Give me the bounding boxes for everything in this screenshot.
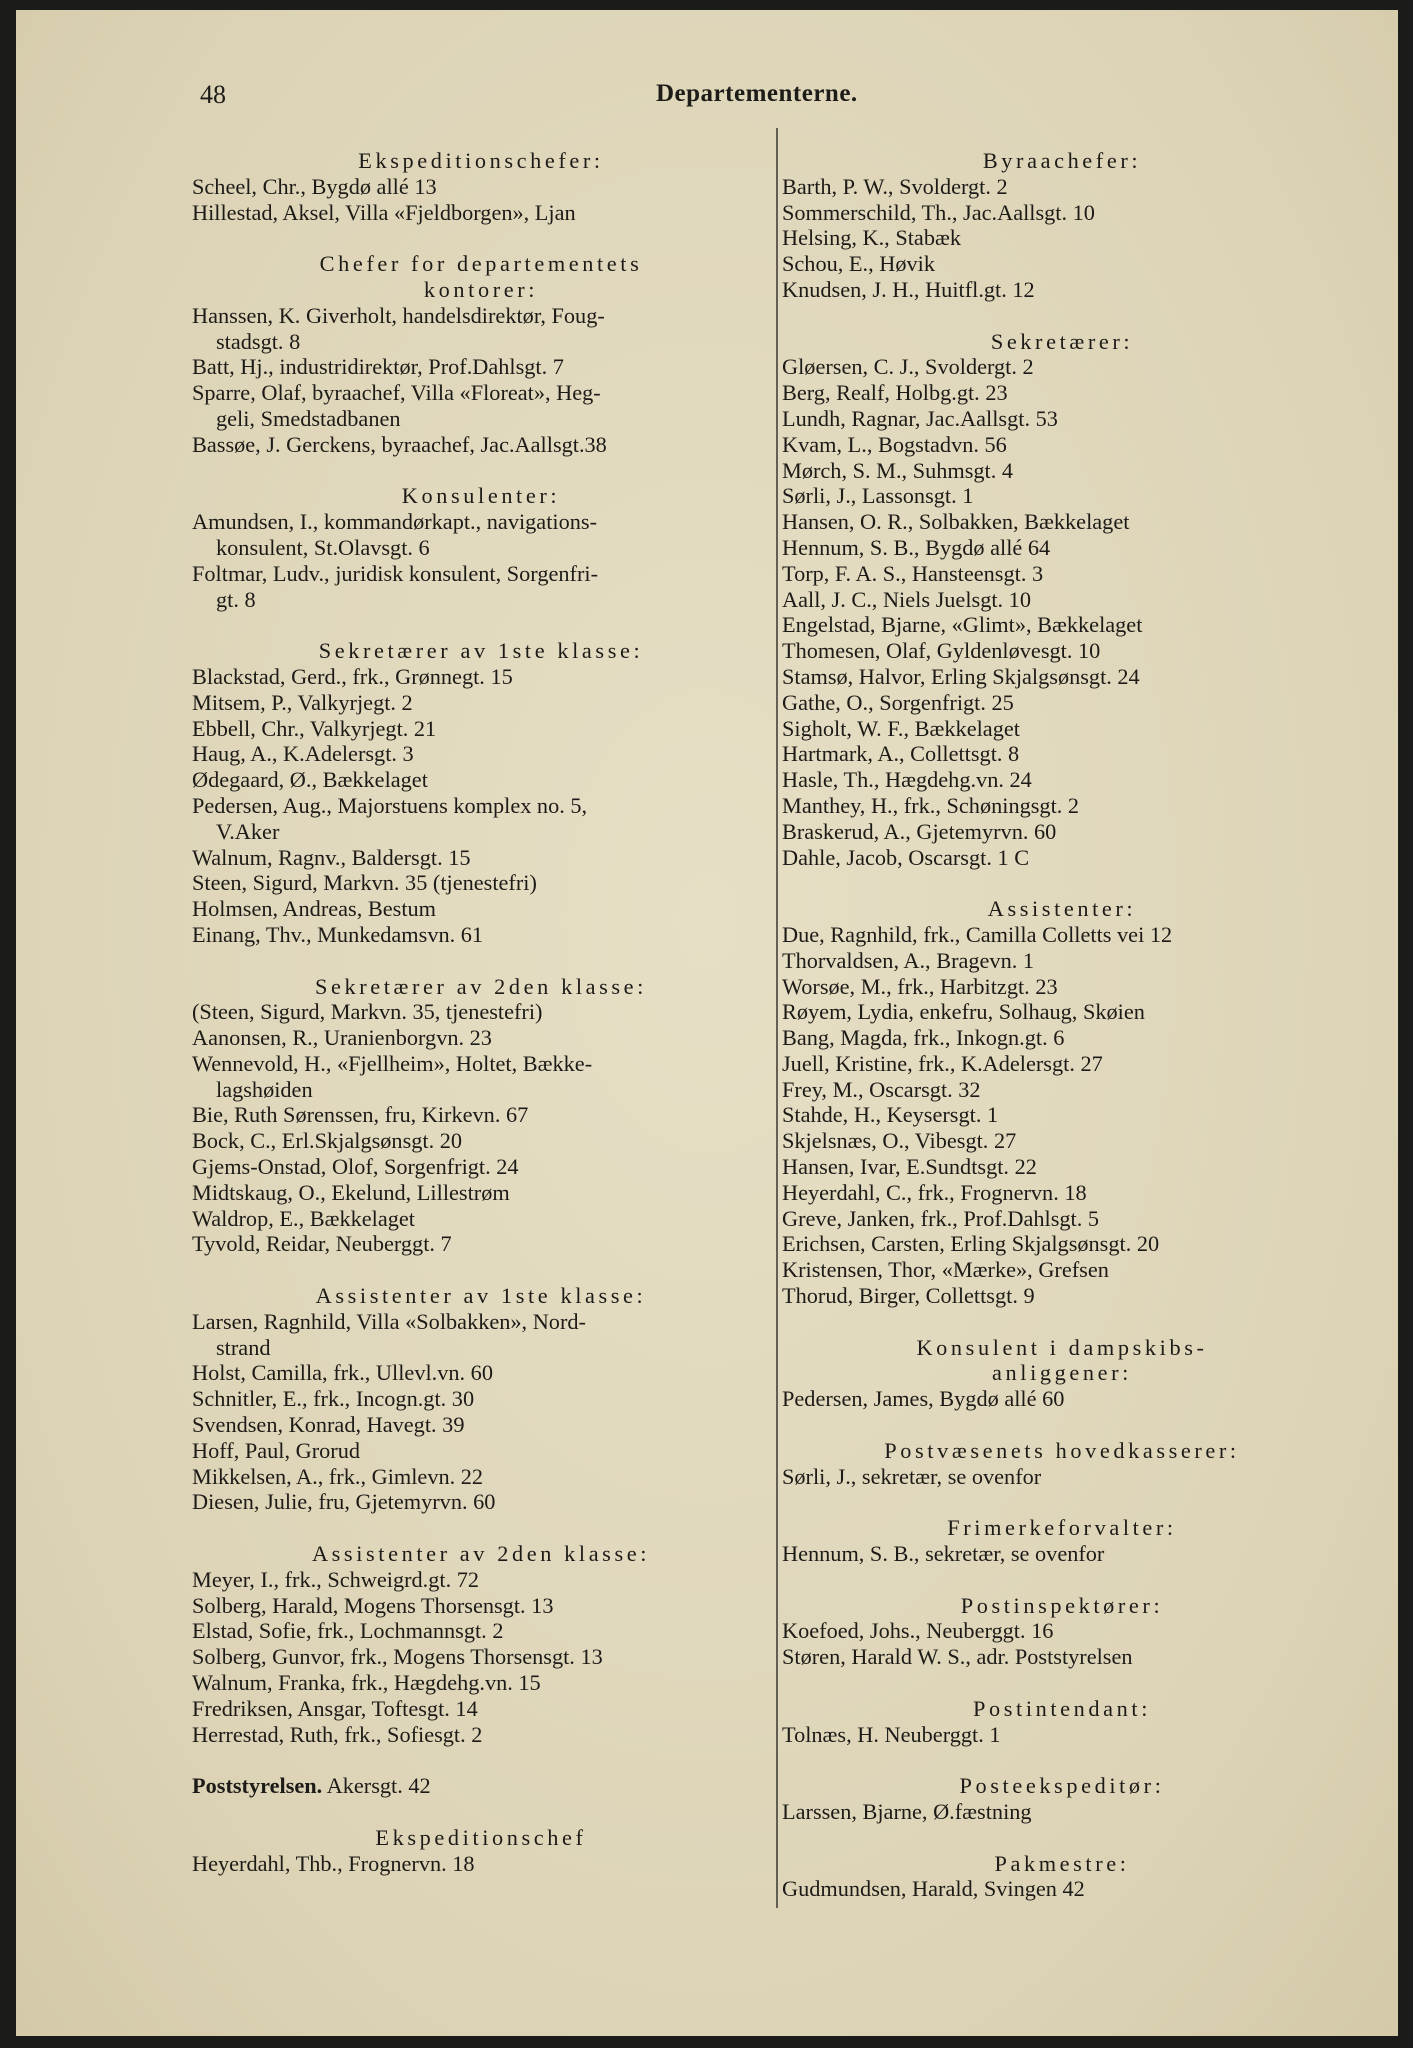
entry-text: Pedersen, James, Bygdø allé 60 [782,1386,1065,1412]
right-column [782,148,1342,1928]
directory-section [782,1696,1342,1748]
entry-text: Skjelsnæs, O., Vibesgt. 27 [782,1128,1017,1154]
directory-entry [782,948,1342,974]
directory-entry [782,174,1342,200]
entry-text: Bassøe, J. Gerckens, byraachef, Jac.Aallsgt.38 [192,431,607,457]
directory-entry [192,716,770,742]
entry-text: Wennevold, H., «Fjellheim», Holtet, Bække- [192,1050,593,1076]
directory-entry [192,1567,770,1593]
entry-text: Holmsen, Andreas, Bestum [192,896,437,922]
directory-entry [782,380,1342,406]
directory-entry [782,819,1342,845]
section-heading: Konsulent i dampskibs- [916,1334,1208,1360]
entry-text: Fredriksen, Ansgar, Toftesgt. 14 [192,1695,478,1721]
entry-text: Hoff, Paul, Grorud [192,1437,361,1463]
entry-text: Amundsen, I., kommandørkapt., navigations- [192,509,597,535]
directory-entry [782,1283,1342,1309]
entry-text: Hansen, O. R., Solbakken, Bækkelaget [782,509,1130,535]
directory-entry [192,1231,770,1257]
entry-text: Støren, Harald W. S., adr. Poststyrelsen [782,1644,1133,1670]
directory-entry [782,1077,1342,1103]
entry-text: Berg, Realf, Holbg.gt. 23 [782,380,1008,406]
section-heading: Postinspektører: [960,1592,1164,1618]
directory-section [192,974,770,1258]
entry-text: Gathe, O., Sorgenfrigt. 25 [782,689,1014,715]
directory-entry [782,922,1342,948]
entry-text: Kristensen, Thor, «Mærke», Grefsen [782,1257,1109,1283]
entry-text: Ebbell, Chr., Valkyrjegt. 21 [192,715,437,741]
directory-entry [782,1102,1342,1128]
section-heading: Sekretærer: [990,328,1134,354]
entry-text: Ødegaard, Ø., Bækkelaget [192,767,428,793]
entry-text: Gjems-Onstad, Olof, Sorgenfrigt. 24 [192,1154,519,1180]
directory-entry [782,612,1342,638]
directory-entry [192,1593,770,1619]
directory-section [782,1593,1342,1670]
section-heading: Byraachefer: [982,148,1142,173]
directory-entry [782,638,1342,664]
entry-text: Steen, Sigurd, Markvn. 35 (tjenestefri) [192,870,537,896]
entry-text: Tolnæs, H. Neuberggt. 1 [782,1721,1001,1747]
directory-section [192,1283,770,1515]
directory-entry [782,845,1342,871]
section-heading: Assistenter: [987,896,1137,922]
directory-entry [782,974,1342,1000]
entry-text: Meyer, I., frk., Schweigrd.gt. 72 [192,1566,480,1592]
entry-text: Manthey, H., frk., Schøningsgt. 2 [782,792,1080,818]
entry-text: Bie, Ruth Sørenssen, fru, Kirkevn. 67 [192,1102,529,1128]
section-heading: Frimerkeforvalter: [947,1515,1177,1541]
directory-section [782,896,1342,1309]
section-heading: Posteekspeditør: [959,1773,1165,1799]
entry-text: Solberg, Harald, Mogens Thorsensgt. 13 [192,1592,554,1618]
directory-entry [782,1386,1342,1412]
directory-entry [782,1876,1342,1902]
poststyrelsen-name: Poststyrelsen. [192,1773,323,1799]
directory-entry [192,793,770,845]
entry-text: Batt, Hj., industridirektør, Prof.Dahlsgt. 7 [192,354,564,380]
entry-text: Mikkelsen, A., frk., Gimlevn. 22 [192,1463,484,1489]
entry-text: Walnum, Franka, frk., Hægdehg.vn. 15 [192,1670,541,1696]
directory-entry [782,1231,1342,1257]
directory-entry [192,1438,770,1464]
directory-entry [782,793,1342,819]
entry-text: Sparre, Olaf, byraachef, Villa «Floreat», Heg- [192,380,601,406]
entry-text: Hanssen, K. Giverholt, handelsdirektør, Foug- [192,302,605,328]
entry-text: Waldrop, E., Bækkelaget [192,1205,415,1231]
poststyrelsen-address: Akersgt. 42 [326,1773,431,1799]
entry-text: Pedersen, Aug., Majorstuens komplex no. 5, [192,792,588,818]
entry-text: Aanonsen, R., Uranienborgvn. 23 [192,1025,492,1051]
directory-entry [192,1670,770,1696]
entry-text: Bock, C., Erl.Skjalgsønsgt. 20 [192,1128,463,1154]
directory-entry [782,1154,1342,1180]
directory-entry [192,509,770,561]
directory-entry [782,1206,1342,1232]
entry-text: Thomesen, Olaf, Gyldenløvesgt. 10 [782,638,1101,664]
section-heading: Postintendant: [973,1695,1151,1721]
directory-entry [192,1051,770,1103]
running-title: Departementerne. [656,80,858,107]
directory-entry [782,225,1342,251]
poststyrelsen-title-line [192,1773,770,1799]
directory-entry [782,432,1342,458]
directory-section [192,483,770,612]
entry-text: Stahde, H., Keysersgt. 1 [782,1102,999,1128]
entry-text: Aall, J. C., Niels Juelsgt. 10 [782,586,1031,612]
entry-text-continued: V.Aker [216,818,280,844]
directory-entry [192,690,770,716]
entry-text: Hansen, Ivar, E.Sundtsgt. 22 [782,1154,1037,1180]
directory-entry [192,1618,770,1644]
directory-entry [192,380,770,432]
directory-entry [782,1128,1342,1154]
directory-entry [192,1102,770,1128]
directory-entry [782,1618,1342,1644]
entry-text: Mørch, S. M., Suhmsgt. 4 [782,457,1014,483]
directory-entry [192,767,770,793]
directory-entry [782,716,1342,742]
directory-entry [782,200,1342,226]
entry-text: Hasle, Th., Hægdehg.vn. 24 [782,767,1032,793]
directory-entry [192,1360,770,1386]
entry-text: Tyvold, Reidar, Neuberggt. 7 [192,1231,452,1257]
directory-section [192,148,770,225]
entry-text-continued: konsulent, St.Olavsgt. 6 [216,534,430,560]
directory-entry [192,664,770,690]
entry-text: Barth, P. W., Svoldergt. 2 [782,173,1008,199]
directory-section [192,251,770,457]
directory-entry [192,1206,770,1232]
directory-entry [192,1154,770,1180]
entry-text: Blackstad, Gerd., frk., Grønnegt. 15 [192,663,513,689]
directory-entry [192,1696,770,1722]
entry-text: Schnitler, E., frk., Incogn.gt. 30 [192,1386,475,1412]
entry-text: Juell, Kristine, frk., K.Adelersgt. 27 [782,1050,1103,1076]
entry-text: Larsen, Ragnhild, Villa «Solbakken», Nord- [192,1308,586,1334]
section-heading-continued: anliggener: [992,1360,1132,1386]
entry-text-continued: geli, Smedstadbanen [216,405,401,431]
section-heading: Postvæsenets hovedkasserer: [884,1437,1240,1463]
entry-text: Solberg, Gunvor, frk., Mogens Thorsensgt. 13 [192,1644,603,1670]
entry-text: Schou, E., Høvik [782,251,935,277]
entry-text: Larssen, Bjarne, Ø.fæstning [782,1799,1032,1824]
directory-entry [782,483,1342,509]
entry-text: Svendsen, Konrad, Havegt. 39 [192,1412,465,1438]
directory-entry [782,999,1342,1025]
entry-text: Røyem, Lydia, enkefru, Solhaug, Skøien [782,999,1145,1025]
entry-text: Koefoed, Johs., Neuberggt. 16 [782,1618,1054,1644]
directory-entry [782,741,1342,767]
directory-entry [782,1722,1342,1748]
directory-entry [782,1257,1342,1283]
entry-text-continued: gt. 8 [216,586,256,612]
directory-section [782,1335,1342,1412]
directory-entry [192,174,770,200]
entry-text: Knudsen, J. H., Huitfl.gt. 12 [782,276,1035,302]
entry-text: Elstad, Sofie, frk., Lochmannsgt. 2 [192,1618,504,1644]
section-heading: Chefer for departementets [319,251,643,277]
directory-entry [192,1644,770,1670]
directory-entry [782,587,1342,613]
section-heading: Sekretærer av 1ste klasse: [318,638,644,664]
entry-text: Hartmark, A., Collettsgt. 8 [782,741,1020,767]
directory-entry [192,896,770,922]
entry-text: Sørli, J., Lassonsgt. 1 [782,483,974,509]
entry-text: Gudmundsen, Harald, Svingen 42 [782,1876,1085,1902]
directory-entry [782,1180,1342,1206]
directory-entry [192,432,770,458]
entry-text: Sørli, J., sekretær, se ovenfor [782,1463,1042,1489]
directory-entry [782,509,1342,535]
entry-text: Gløersen, C. J., Svoldergt. 2 [782,354,1034,380]
left-column [192,148,770,1902]
entry-text: Diesen, Julie, fru, Gjetemyrvn. 60 [192,1489,496,1515]
directory-entry [192,999,770,1025]
entry-text: Lundh, Ragnar, Jac.Aallsgt. 53 [782,405,1058,431]
poststyrelsen-section [192,1773,770,1876]
directory-entry [192,1025,770,1051]
spacer [192,1799,770,1825]
entry-text: Bang, Magda, frk., Inkogn.gt. 6 [782,1025,1065,1051]
entry-text: Hillestad, Aksel, Villa «Fjeldborgen», Ljan [192,199,576,225]
entry-text: Walnum, Ragnv., Baldersgt. 15 [192,844,471,870]
entry-text: Scheel, Chr., Bygdø allé 13 [192,173,437,199]
entry-text: Kvam, L., Bogstadvn. 56 [782,431,1007,457]
directory-entry [192,870,770,896]
directory-entry [782,1051,1342,1077]
entry-text: Heyerdahl, C., frk., Frognervn. 18 [782,1179,1087,1205]
directory-entry [192,1464,770,1490]
section-heading: Konsulenter: [401,483,561,509]
directory-entry [192,561,770,613]
directory-entry [782,458,1342,484]
directory-entry [192,1489,770,1515]
entry-text: Worsøe, M., frk., Harbitzgt. 23 [782,973,1058,999]
entry-text-continued: lagshøiden [216,1076,313,1102]
directory-section [782,329,1342,871]
directory-entry: Heyerdahl, Thb., Frognervn. 18 [192,1850,475,1876]
section-heading-continued: kontorer: [423,276,539,302]
entry-text: Stamsø, Halvor, Erling Skjalgsønsgt. 24 [782,663,1140,689]
entry-text: Thorvaldsen, A., Bragevn. 1 [782,947,1035,973]
directory-entry [192,1722,770,1748]
directory-entry [782,406,1342,432]
directory-entry [782,277,1342,303]
directory-entry [192,1128,770,1154]
entry-text: Greve, Janken, frk., Prof.Dahlsgt. 5 [782,1205,1100,1231]
directory-entry [782,535,1342,561]
directory-entry [192,200,770,226]
directory-entry [192,845,770,871]
entry-text: Hennum, S. B., Bygdø allé 64 [782,534,1051,560]
entry-text: Foltmar, Ludv., juridisk konsulent, Sorgenfri- [192,560,598,586]
entry-text: Midtskaug, O., Ekelund, Lillestrøm [192,1179,510,1205]
entry-text-continued: stadsgt. 8 [216,328,301,354]
directory-entry [782,690,1342,716]
entry-text: Helsing, K., Stabæk [782,225,961,251]
entry-text: Sommerschild, Th., Jac.Aallsgt. 10 [782,199,1095,225]
entry-text: Hennum, S. B., sekretær, se ovenfor [782,1541,1105,1567]
directory-section [782,1515,1342,1567]
directory-entry [782,1644,1342,1670]
directory-entry [192,741,770,767]
entry-text: Mitsem, P., Valkyrjegt. 2 [192,689,413,715]
entry-text: Herrestad, Ruth, frk., Sofiesgt. 2 [192,1721,483,1747]
section-heading: Sekretærer av 2den klasse: [315,973,647,999]
entry-text: Due, Ragnhild, frk., Camilla Colletts vei 12 [782,921,1173,947]
directory-entry [192,1412,770,1438]
directory-entry [782,1025,1342,1051]
directory-entry [782,767,1342,793]
directory-entry [192,1180,770,1206]
entry-text: (Steen, Sigurd, Markvn. 35, tjenestefri) [192,999,543,1025]
directory-section [782,1438,1342,1490]
section-heading: Assistenter av 1ste klasse: [315,1283,647,1309]
entry-text: Braskerud, A., Gjetemyrvn. 60 [782,818,1057,844]
directory-entry [782,354,1342,380]
directory-entry [782,251,1342,277]
directory-entry [782,561,1342,587]
column-divider [776,128,778,1908]
entry-text: Erichsen, Carsten, Erling Skjalgsønsgt. 20 [782,1231,1160,1257]
entry-text: Torp, F. A. S., Hansteensgt. 3 [782,560,1044,586]
entry-text: Haug, A., K.Adelersgt. 3 [192,741,414,767]
entry-text: Einang, Thv., Munkedamsvn. 61 [192,921,484,947]
directory-entry [782,1541,1342,1567]
directory-section [782,148,1342,303]
section-heading: Ekspeditionschefer: [358,148,604,173]
section-heading: Pakmestre: [994,1850,1130,1876]
page-header [16,80,1398,120]
directory-entry [782,1464,1342,1490]
directory-entry [782,1799,1342,1825]
directory-section [192,1541,770,1747]
page-number: 48 [200,80,226,109]
directory-entry [782,664,1342,690]
directory-section [192,638,770,948]
directory-entry [192,354,770,380]
directory-section [782,1851,1342,1903]
directory-section [782,1773,1342,1825]
directory-entry [192,1309,770,1361]
entry-text: Frey, M., Oscarsgt. 32 [782,1076,981,1102]
directory-entry [192,1386,770,1412]
entry-text: Dahle, Jacob, Oscarsgt. 1 C [782,844,1030,870]
entry-text: Engelstad, Bjarne, «Glimt», Bækkelaget [782,612,1143,638]
entry-text: Thorud, Birger, Collettsgt. 9 [782,1283,1035,1309]
directory-entry [192,922,770,948]
section-heading: Assistenter av 2den klasse: [311,1541,651,1567]
entry-text: Sigholt, W. F., Bækkelaget [782,715,1020,741]
entry-text: Holst, Camilla, frk., Ullevl.vn. 60 [192,1360,493,1386]
document-page [16,10,1398,2036]
directory-entry [192,303,770,355]
entry-text-continued: strand [216,1334,271,1360]
section-heading: Ekspeditionschef [375,1824,587,1850]
